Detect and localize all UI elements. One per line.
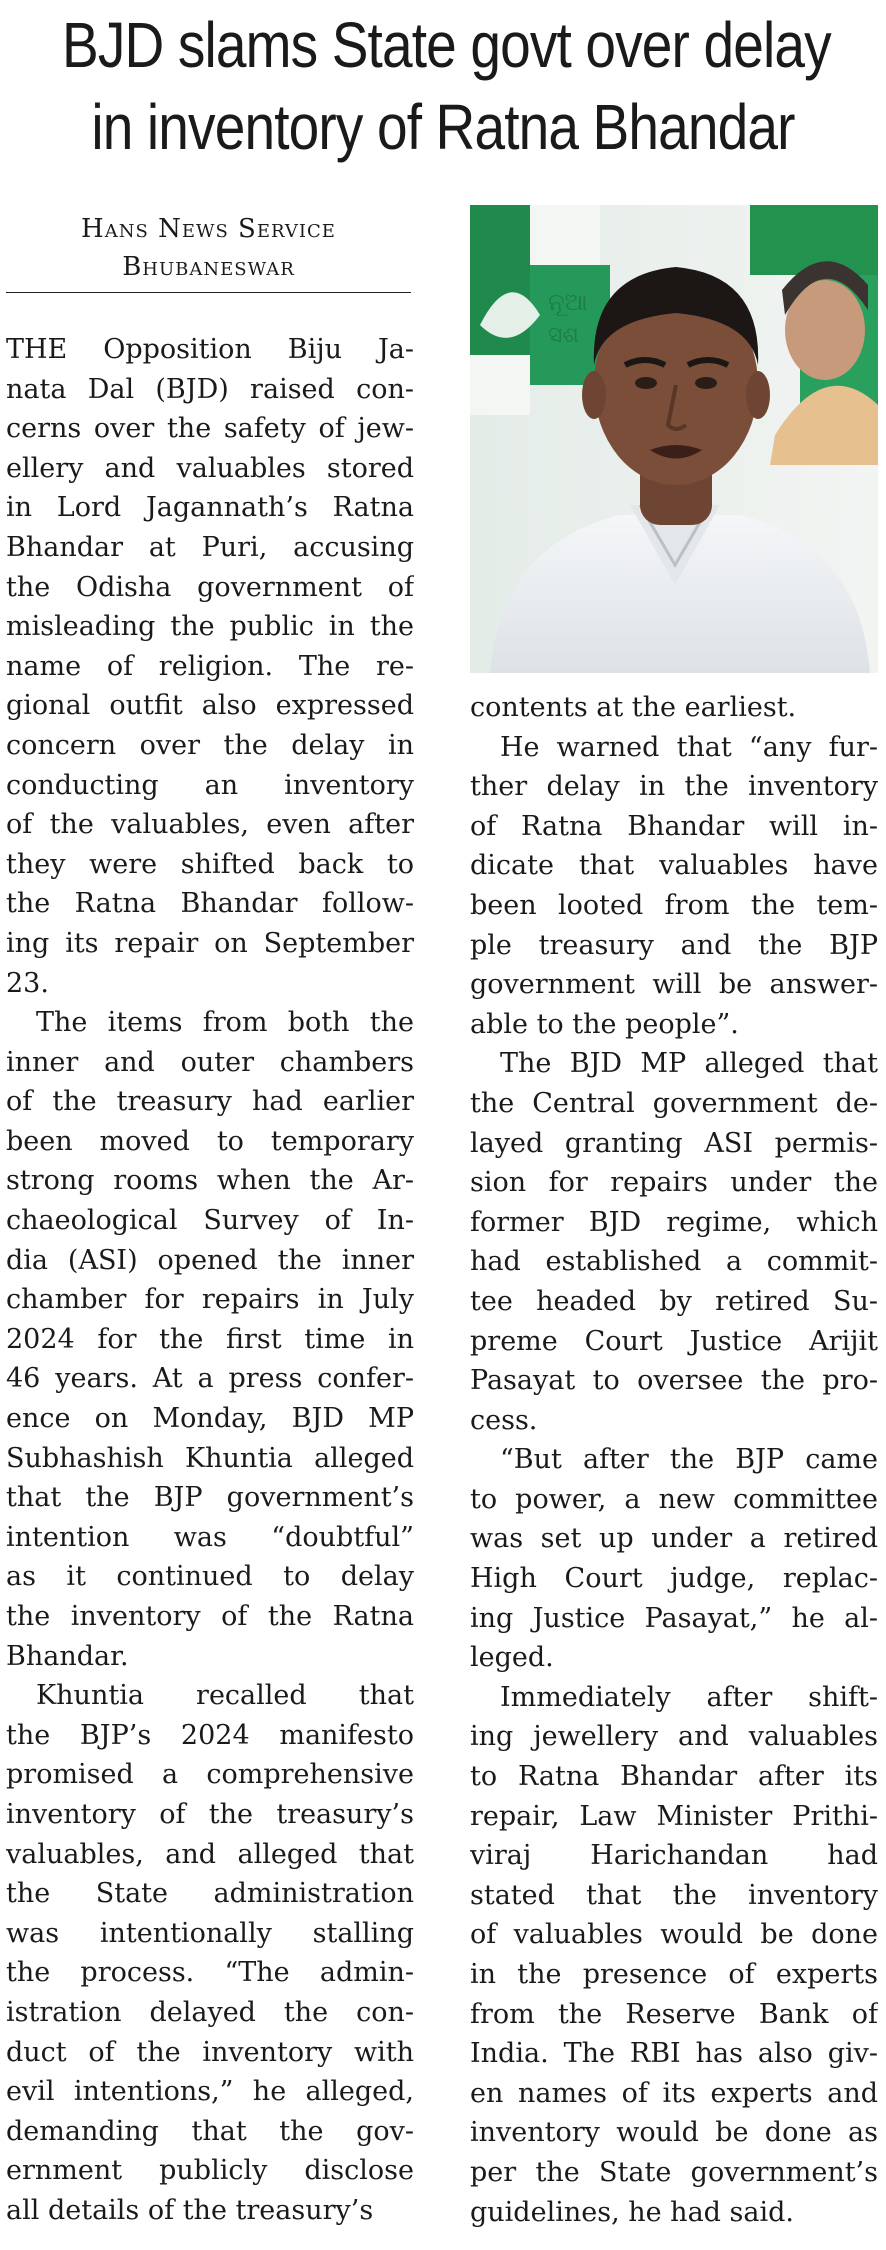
article-paragraph [470, 688, 878, 728]
byline-place: Bhubaneswar [122, 252, 295, 282]
byline-agency: Hans News Service [81, 214, 336, 244]
article-paragraph [470, 1044, 878, 1440]
article-line: He warned that “any fur- [500, 731, 878, 763]
article-line: in Lord Jagannath’s Ratna [6, 492, 414, 524]
article-line: the Odisha government of [6, 571, 414, 603]
article-line: dicate that valuables have [470, 850, 878, 882]
article-line: to Ratna Bhandar after its [470, 1761, 878, 1793]
article-line: Pasayat to oversee the pro- [470, 1365, 878, 1397]
article-line: per the State government’s [470, 2156, 878, 2188]
article-line: misleading the public in the [6, 611, 414, 643]
article-paragraph [470, 1678, 878, 2232]
article-line: had established a commit- [470, 1246, 878, 1278]
article-paragraph [6, 1676, 414, 2230]
article-line: was set up under a retired [470, 1523, 878, 1555]
article-line: intention was “doubtful” [6, 1521, 414, 1553]
article-line: Immediately after shift- [500, 1681, 878, 1713]
article-line: demanding that the gov- [6, 2115, 414, 2147]
article-line: former BJD regime, which [470, 1206, 878, 1238]
article-line: cess. [470, 1404, 538, 1436]
article-line: leged. [470, 1642, 554, 1674]
article-line: The BJD MP alleged that [500, 1048, 878, 1080]
article-line: in the presence of experts [470, 1959, 878, 1990]
article-line: evil intentions,” he alleged, [6, 2076, 414, 2108]
article-line: nata Dal (BJD) raised con- [6, 373, 414, 405]
article-line: ence on Monday, BJD MP [6, 1403, 414, 1435]
article-line: repair, Law Minister Prithi- [470, 1800, 878, 1832]
article-line: the process. “The admin- [6, 1957, 414, 1989]
article-line: dia (ASI) opened the inner [6, 1244, 414, 1276]
article-line: en names of its experts and [470, 2077, 878, 2109]
article-line: guidelines, he had said. [470, 2196, 794, 2228]
article-line: preme Court Justice Arijit [470, 1325, 878, 1357]
article-line: Khuntia recalled that [36, 1680, 414, 1712]
article-line: the Central government de- [470, 1087, 878, 1119]
article-line: concern over the delay in [6, 729, 414, 761]
article-line: that the BJP government’s [6, 1482, 414, 1514]
article-line: inventory of the treasury’s [6, 1798, 414, 1830]
article-paragraph [6, 330, 414, 1003]
article-line: the BJP’s 2024 manifesto [6, 1719, 414, 1751]
article-line: of Ratna Bhandar will in- [470, 810, 878, 842]
article-line: inner and outer chambers [6, 1046, 414, 1078]
article-line: The items from both the [36, 1007, 414, 1039]
article-line: inventory would be done as [470, 2117, 878, 2149]
news-photo [470, 205, 878, 673]
article-line: 2024 for the first time in [6, 1323, 414, 1355]
article-line: ing Justice Pasayat,” he al- [470, 1602, 878, 1634]
headline-line-1: BJD slams State govt over delay [62, 9, 831, 81]
article-line: all details of the treasury’s [6, 2194, 374, 2226]
article-line: duct of the inventory with [6, 2036, 414, 2068]
article-line: High Court judge, replac- [470, 1563, 878, 1595]
article-line: chaeological Survey of In- [6, 1205, 414, 1237]
byline [6, 210, 411, 293]
article-line: 46 years. At a press confer- [6, 1363, 414, 1395]
article-line: the State administration [6, 1878, 414, 1910]
headline [62, 4, 831, 168]
article-line: conducting an inventory [6, 769, 414, 801]
headline-line-2: in inventory of Ratna Bhandar [91, 91, 795, 163]
article-line: “But after the BJP came [500, 1444, 878, 1476]
article-line: viraj Harichandan had [470, 1840, 878, 1872]
article-line: strong rooms when the Ar- [6, 1165, 414, 1197]
article-line: been looted from the tem- [470, 889, 878, 921]
article-paragraph [6, 1003, 414, 1676]
article-line: ellery and valuables stored [6, 452, 414, 484]
article-paragraph [470, 1440, 878, 1678]
article-line: name of religion. The re- [6, 650, 414, 682]
article-line: of the valuables, even after [6, 809, 414, 841]
article-line: valuables, and alleged that [6, 1838, 414, 1870]
poster-text-1: ନୂଆ [548, 288, 588, 316]
article-line: from the Reserve Bank of [470, 1998, 878, 2030]
article-line: of the treasury had earlier [6, 1086, 414, 1118]
article-line: chamber for repairs in July [6, 1284, 414, 1316]
article-line: been moved to temporary [6, 1125, 414, 1157]
article-line: of valuables would be done [470, 1919, 878, 1951]
article-line: contents at the earliest. [470, 692, 797, 723]
article-line: promised a comprehensive [6, 1759, 414, 1791]
article-line: istration delayed the con- [6, 1996, 414, 2028]
article-line: stated that the inventory [470, 1879, 878, 1911]
article-line: 23. [6, 967, 49, 999]
article-line: ing its repair on September [6, 927, 414, 959]
article-line: tee headed by retired Su- [470, 1285, 878, 1317]
article-line: gional outfit also expressed [6, 690, 414, 722]
article-line: ernment publicly disclose [6, 2155, 414, 2187]
article-line: cerns over the safety of jew- [6, 413, 414, 445]
article-line: as it continued to delay [6, 1561, 414, 1593]
article-line: Bhandar. [6, 1640, 129, 1672]
article-line: THE Opposition Biju Ja- [6, 334, 414, 365]
article-left-column [6, 330, 414, 2231]
poster-text-2: ସଶ [548, 323, 579, 348]
article-line: ther delay in the inventory [470, 771, 878, 803]
article-paragraph [470, 728, 878, 1045]
article-line: to power, a new committee [470, 1483, 878, 1515]
article-line: layed granting ASI permis- [470, 1127, 878, 1159]
article-line: Bhandar at Puri, accusing [6, 531, 414, 563]
article-line: they were shifted back to [6, 848, 414, 880]
article-line: government will be answer- [470, 969, 878, 1001]
article-line: ing jewellery and valuables [470, 1721, 878, 1753]
article-line: the inventory of the Ratna [6, 1601, 414, 1632]
article-line: was intentionally stalling [6, 1917, 414, 1949]
photo-illustration [470, 205, 878, 673]
article-right-column [470, 688, 878, 2232]
article-line: the Ratna Bhandar follow- [6, 888, 414, 920]
article-line: ple treasury and the BJP [470, 929, 878, 961]
article-line: India. The RBI has also giv- [470, 2038, 878, 2070]
article-line: Subhashish Khuntia alleged [6, 1442, 414, 1474]
article-line: able to the people”. [470, 1008, 739, 1040]
article-line: sion for repairs under the [470, 1167, 878, 1199]
